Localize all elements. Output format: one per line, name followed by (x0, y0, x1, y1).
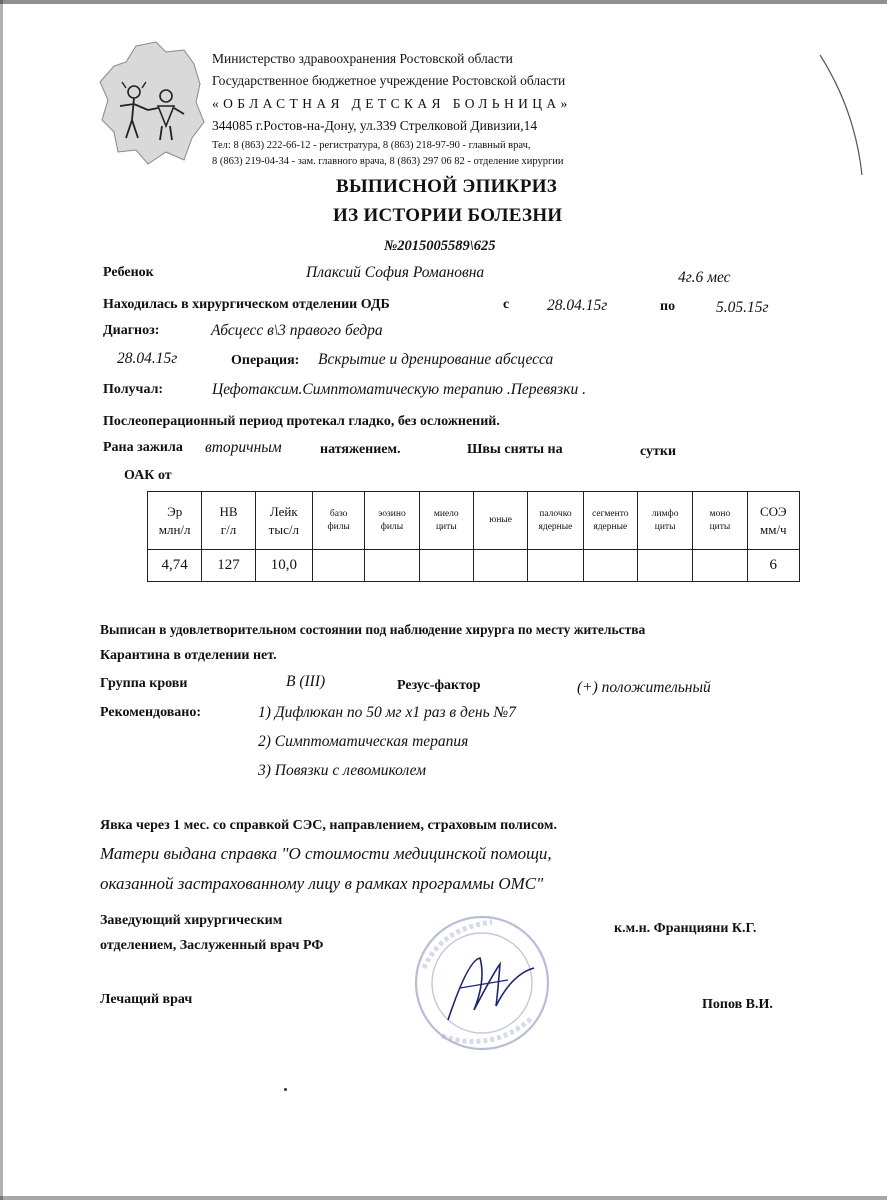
recommendation-2: 2) Симптоматическая терапия (258, 733, 469, 750)
cell-esr: 6 (747, 550, 799, 582)
head-title-1: Заведующий хирургическим (100, 913, 283, 928)
received-value: Цефотаксим.Симптоматическую терапию .Перевязки . (212, 381, 586, 398)
wound-value: вторичным (205, 439, 282, 456)
oak-label: ОАК от (124, 468, 172, 483)
col-band: палочко ядерные (528, 492, 583, 550)
col-myelo: миело циты (419, 492, 473, 550)
child-label: Ребенок (103, 265, 154, 280)
received-label: Получал: (103, 382, 164, 397)
col-mono: моно циты (693, 492, 747, 550)
history-number: №2015005589\625 (384, 238, 496, 254)
cell-baso (312, 550, 364, 582)
col-hb: HB г/л (202, 492, 255, 550)
sutures-days-label: сутки (640, 444, 677, 459)
mother-note-1: Матери выдана справка "О стоимости медицинской помощи, (100, 844, 552, 863)
wound-tension: натяжением. (320, 442, 401, 457)
blood-test-table (147, 491, 800, 582)
col-lymph: лимфо циты (637, 492, 692, 550)
rh-label: Резус-фактор (397, 678, 481, 693)
header-ministry: Министерство здравоохранения Ростовской области (212, 51, 513, 66)
from-date: 28.04.15г (547, 297, 608, 314)
document-subtitle: ИЗ ИСТОРИИ БОЛЕЗНИ (333, 205, 563, 226)
header-phones-2: 8 (863) 219-04-34 - зам. главного врача, 8 (863) 297 06 82 - отделение хирургии (212, 156, 564, 167)
to-label: по (660, 299, 676, 314)
col-esr: СОЭ мм/ч (747, 492, 799, 550)
scan-edge-left (0, 0, 3, 1200)
col-segm: сегменто ядерные (583, 492, 637, 550)
cell-lymph (637, 550, 692, 582)
cell-mono (693, 550, 747, 582)
col-young: юные (473, 492, 527, 550)
header-institution: Государственное бюджетное учреждение Ростовской области (212, 73, 566, 88)
header-phones-1: Тел: 8 (863) 222-66-12 - регистратура, 8 (863) 218-97-90 - главный врач, (212, 140, 531, 151)
hospital-logo (96, 40, 208, 168)
diagnosis-value: Абсцесс в\3 правого бедра (211, 322, 383, 339)
cell-myelo (419, 550, 473, 582)
doctor-name: Попов В.И. (702, 997, 773, 1012)
operation-label: Операция: (231, 353, 300, 368)
discharge-text: Выписан в удовлетворительном состоянии под наблюдение хирурга по месту жительства (100, 622, 646, 637)
table-row (148, 550, 800, 582)
wound-label: Рана зажила (103, 440, 183, 455)
recommendation-1: 1) Дифлюкан по 50 мг х1 раз в день №7 (258, 704, 516, 721)
mother-note-2: оказанной застрахованному лицу в рамках программы ОМС" (100, 874, 544, 893)
col-er: Эр млн/л (148, 492, 202, 550)
scan-dot (284, 1088, 287, 1091)
table-header-row (148, 492, 800, 550)
head-title-2: отделением, Заслуженный врач РФ (100, 938, 324, 953)
cell-segm (583, 550, 637, 582)
col-leuk: Лейк тыс/л (255, 492, 312, 550)
from-label: с (503, 297, 510, 312)
scan-edge-top (0, 0, 887, 4)
handwritten-signature (438, 950, 548, 1030)
blood-group-value: B (III) (286, 673, 326, 690)
scan-edge-bottom (0, 1196, 887, 1200)
operation-value: Вскрытие и дренирование абсцесса (318, 351, 554, 368)
rh-value: (+) положительный (577, 679, 711, 696)
header-address: 344085 г.Ростов-на-Дону, ул.339 Стрелковой Дивизии,14 (212, 118, 538, 133)
cell-band (528, 550, 583, 582)
scan-edge-curve (800, 50, 880, 180)
col-baso: базо филы (312, 492, 364, 550)
operation-date: 28.04.15г (117, 350, 178, 367)
quarantine-text: Карантина в отделении нет. (100, 648, 277, 663)
child-age: 4г.6 мес (678, 269, 731, 286)
cell-hb: 127 (202, 550, 255, 582)
diagnosis-label: Диагноз: (103, 323, 160, 338)
doctor-label: Лечащий врач (100, 992, 193, 1007)
recommended-label: Рекомендовано: (100, 705, 202, 720)
visit-text: Явка через 1 мес. со справкой СЭС, направлением, страховым полисом. (100, 818, 557, 833)
document-title: ВЫПИСНОЙ ЭПИКРИЗ (336, 176, 558, 197)
col-eos: эозино филы (365, 492, 419, 550)
postop-text: Послеоперационный период протекал гладко, без осложнений. (103, 414, 500, 429)
head-name: к.м.н. Францияни К.Г. (614, 921, 757, 936)
sutures-label: Швы сняты на (467, 442, 563, 457)
blood-group-label: Группа крови (100, 676, 188, 691)
cell-er: 4,74 (148, 550, 202, 582)
recommendation-3: 3) Повязки с левомиколем (258, 762, 427, 779)
cell-eos (365, 550, 419, 582)
stay-label: Находилась в хирургическом отделении ОДБ (103, 297, 390, 312)
to-date: 5.05.15г (716, 299, 769, 316)
header-hospital-name: «ОБЛАСТНАЯ ДЕТСКАЯ БОЛЬНИЦА» (212, 96, 572, 111)
cell-leuk: 10,0 (255, 550, 312, 582)
child-name: Плаксий София Романовна (306, 264, 485, 281)
cell-young (473, 550, 527, 582)
